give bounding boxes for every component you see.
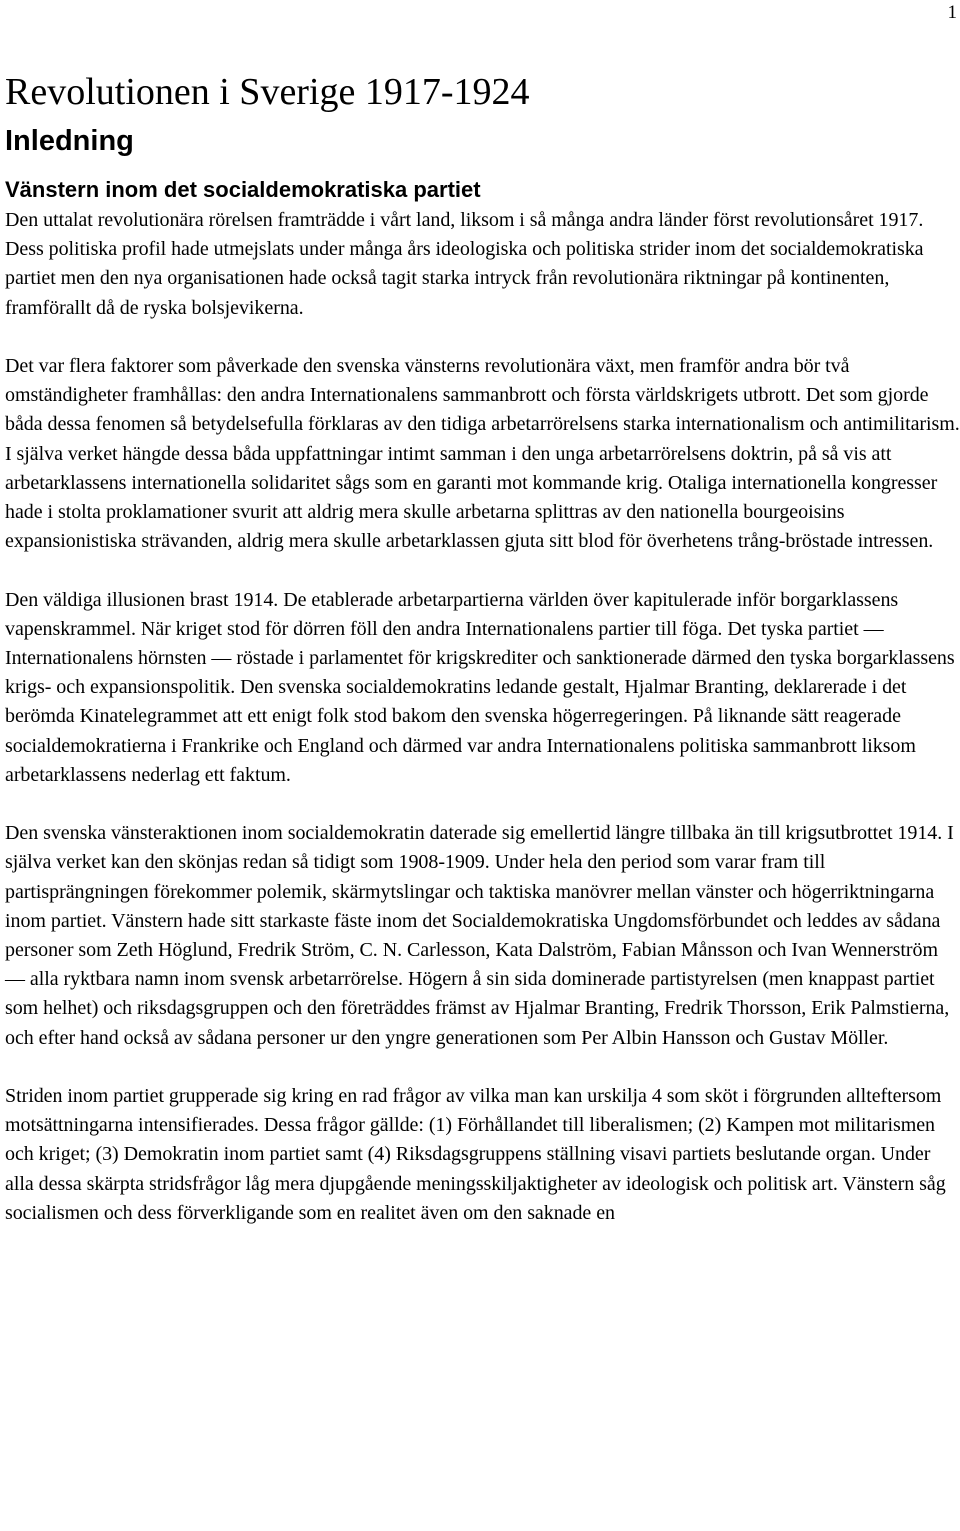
document-body bbox=[5, 70, 960, 1257]
section-heading: Inledning bbox=[5, 125, 134, 157]
paragraph-2: Det var flera faktorer som påverkade den svenska vänsterns revolutionära växt, men framför andra bör två omständigheter framhållas: den andra Internationalens sammanbrott och första världskrigets utbrott. Det som gjorde båda dessa fenomen så betydelsefulla förklaras av den tidiga arbetarrörelsens starka internationalism och antimilitarism. I själva verket hängde dessa båda uppfattningar intimt samman i den unga arbetarrörelsens doktrin, på så vis att arbetarklassens internationella solidaritet sågs som en garanti mot kommande krig. Otaliga internationella kongresser hade i stolta proklamationer svurit att aldrig mera skulle arbetarna splittras av den nationella bourgeoisins expansionistiska strävanden, aldrig mera skulle arbetarklassen gjuta sitt blod för överhetens trång-bröstade intressen. bbox=[5, 355, 960, 553]
subsection-heading: Vänstern inom det socialdemokratiska partiet bbox=[5, 177, 481, 202]
paragraph-4: Den svenska vänsteraktionen inom socialdemokratin daterade sig emellertid längre tillbaka än till krigsutbrottet 1914. I själva verket kan den skönjas redan så tidigt som 1908-1909. Under hela den period som varar fram till partisprängningen förekommer polemik, skärmytslingar och taktiska manövrer mellan vänster och högerriktningarna inom partiet. Vänstern hade sitt starkaste fäste inom det Socialdemokratiska Ungdomsförbundet och leddes av sådana personer som Zeth Höglund, Fredrik Ström, C. N. Carlesson, Kata Dalström, Fabian Månsson och Ivan Wennerström — alla ryktbara namn inom svensk arbetarrörelse. Högern å sin sida dominerade partistyrelsen (men knappast partiet som helhet) och riksdagsgruppen och den företräddes främst av Hjalmar Branting, Fredrik Thorsson, Erik Palmstierna, och efter hand också av sådana personer ur den yngre generationen som Per Albin Hansson och Gustav Möller. bbox=[5, 822, 954, 1049]
paragraph-5: Striden inom partiet grupperade sig kring en rad frågor av vilka man kan urskilja 4 som sköt i förgrunden allteftersom motsättningarna intensifierades. Dessa frågor gällde: (1) Förhållandet till liberalismen; (2) Kampen mot militarismen och kriget; (3) Demokratin inom partiet samt (4) Riksdagsgruppens ställning visavi partiets beslutande organ. Under alla dessa skärpta stridsfrågor låg mera djupgående meningsskiljaktigheter av ideologisk och politisk art. Vänstern såg socialismen och dess förverkligande som en realitet även om den saknade en bbox=[5, 1085, 946, 1224]
document-title: Revolutionen i Sverige 1917-1924 bbox=[5, 71, 530, 113]
paragraph-3: Den väldiga illusionen brast 1914. De etablerade arbetarpartierna världen över kapitulerade inför borgarklassens vapenskrammel. När kriget stod för dörren föll den andra Internationalens partier till föga. Det tyska partiet — Internationalens hörnsten — röstade i parlamentet för krigskrediter och sanktionerade därmed den tyska borgarklassens krigs- och expansionspolitik. Den svenska socialdemokratins ledande gestalt, Hjalmar Branting, deklarerade i det berömda Kinatelegrammet att ett enigt folk stod bakom den svenska högerregeringen. På liknande sätt reagerade socialdemokratierna i Frankrike och England och därmed var andra Internationalens politiska sammanbrott liksom arbetarklassens nederlag ett faktum. bbox=[5, 588, 955, 786]
page-number: 1 bbox=[947, 2, 957, 23]
paragraph-1: Den uttalat revolutionära rörelsen framträdde i vårt land, liksom i så många andra länder först revolutionsåret 1917. Dess politiska profil hade utmejslats under många års ideologiska och politiska strider inom det socialdemokratiska partiet men den nya organisationen hade också tagit starka intryck från revolutionära riktningar på kontinenten, framförallt då de ryska bolsjevikerna. bbox=[5, 209, 924, 319]
